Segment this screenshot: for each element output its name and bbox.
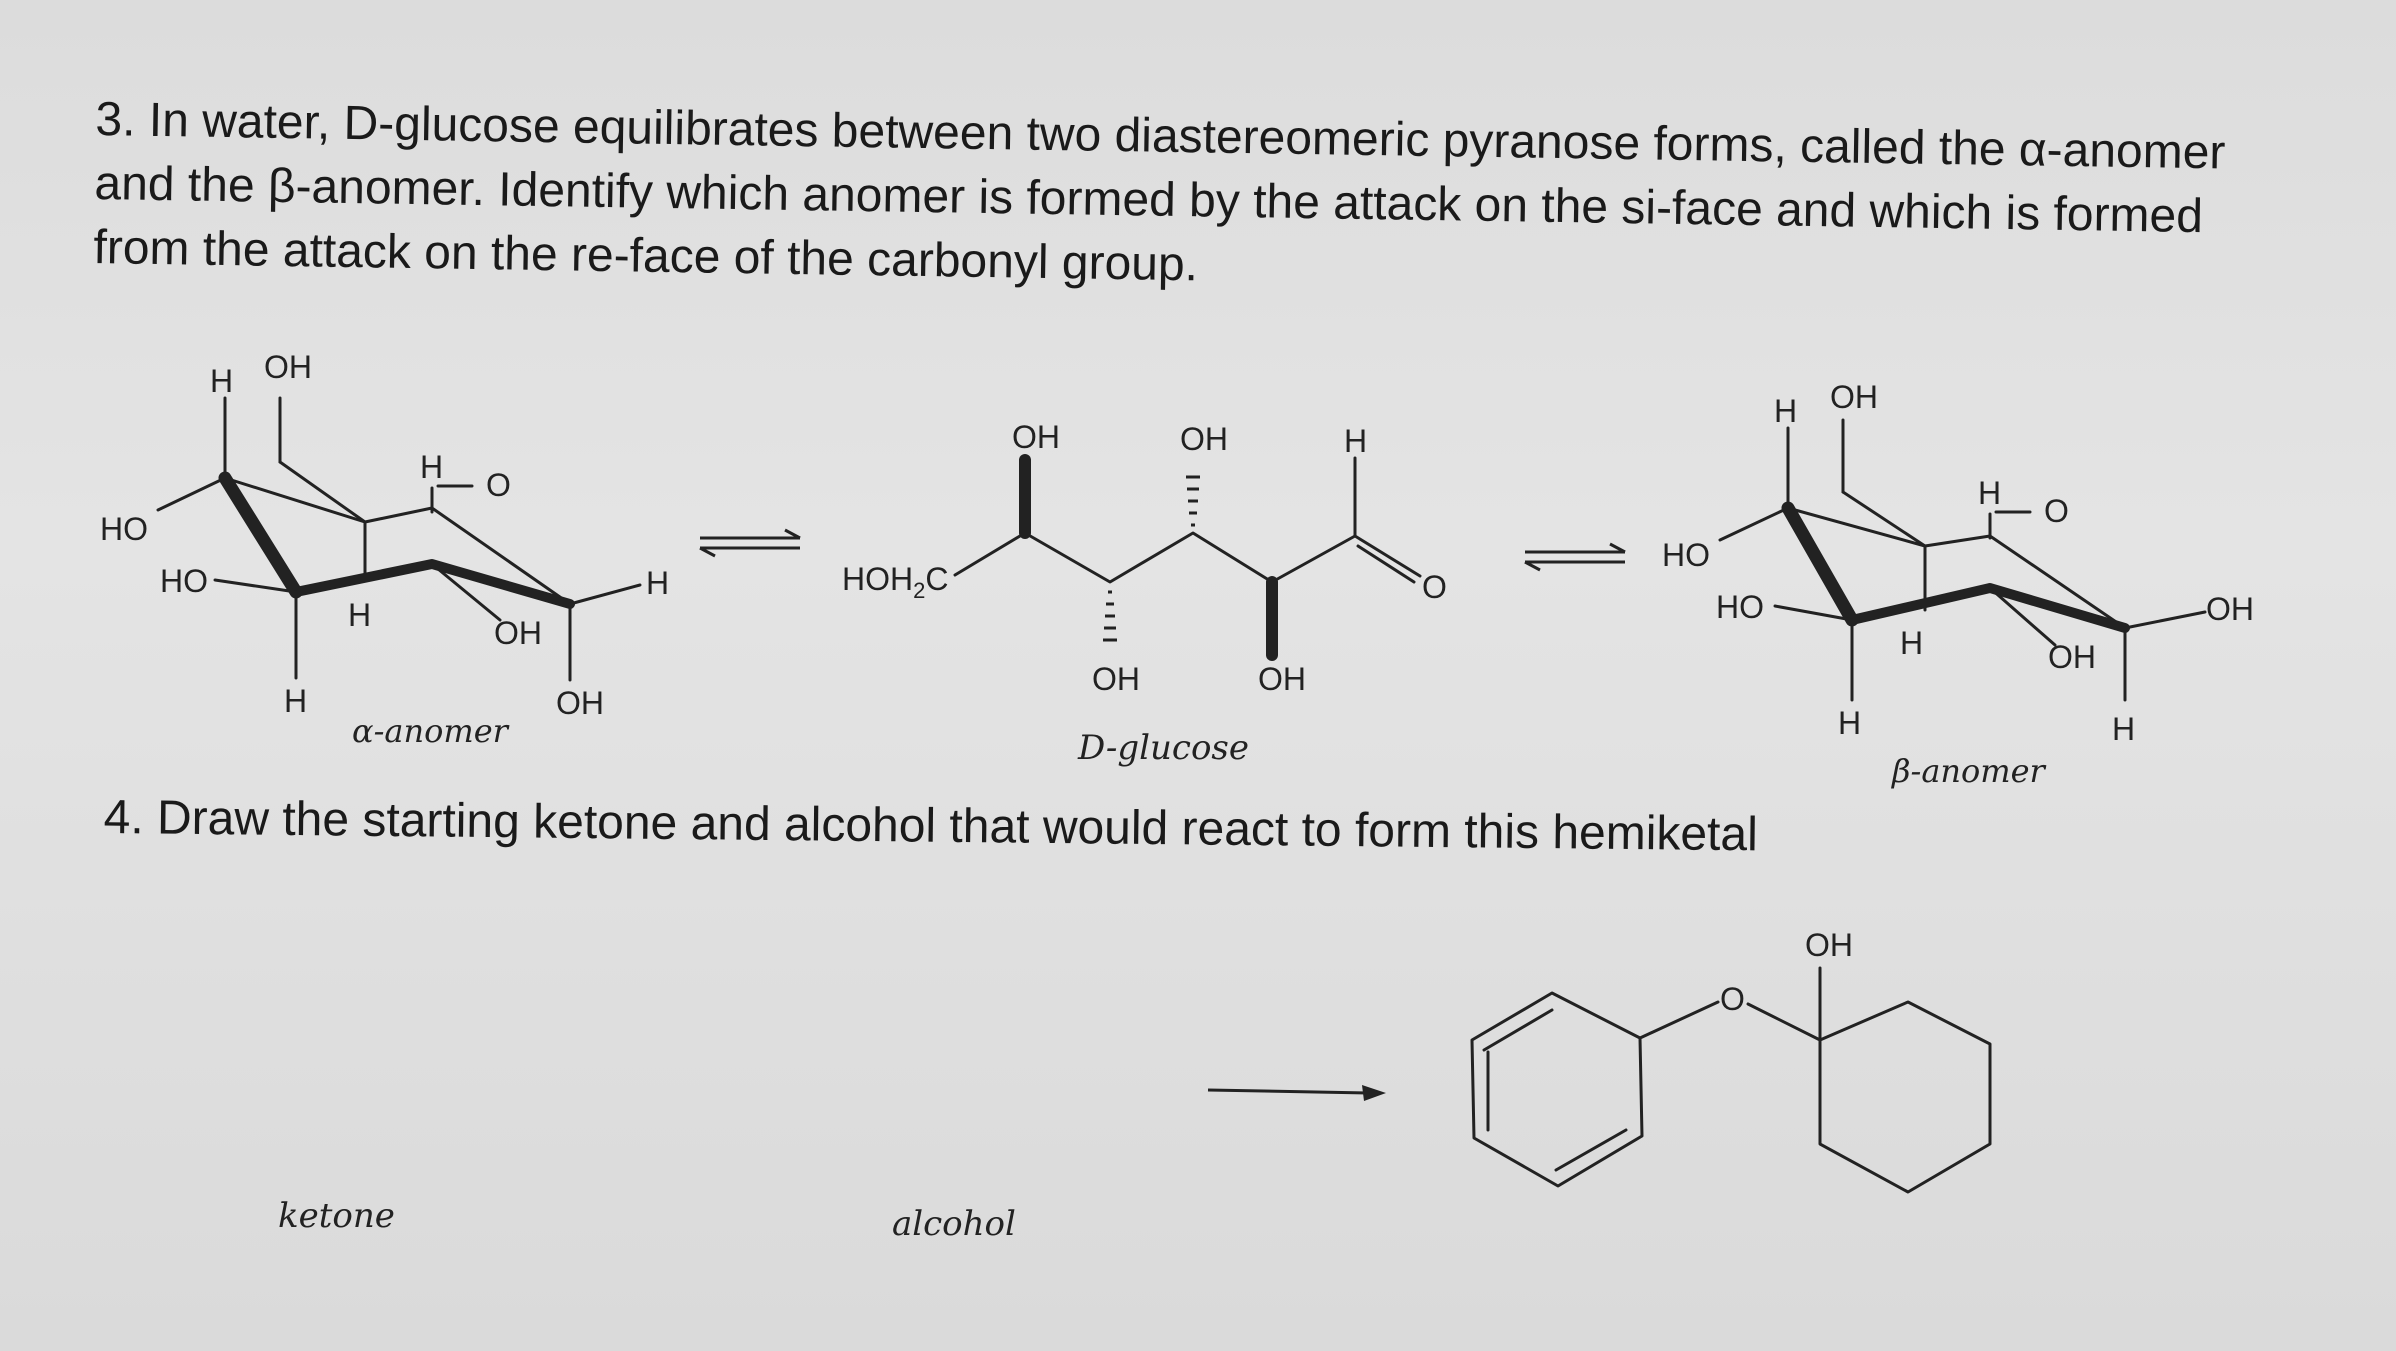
alpha-h-ring: H	[420, 449, 444, 485]
glucose-oh1: OH	[1012, 419, 1060, 455]
beta-h-ring: H	[1978, 475, 2002, 511]
beta-anomer-structure	[1720, 420, 2205, 700]
alpha-h-bottom: H	[284, 683, 308, 719]
alcohol-label: alcohol	[892, 1204, 1016, 1244]
question-4-text: 4. Draw the starting ketone and alcohol that would react to form this hemiketal	[103, 790, 1759, 862]
hemiketal-labels	[1720, 927, 1853, 1017]
equilibrium-arrow-right	[1525, 544, 1625, 570]
beta-ho-left: HO	[1662, 537, 1710, 573]
glucose-oh3: OH	[1092, 661, 1140, 697]
alpha-anomer-structure	[158, 398, 640, 680]
beta-h-bottom: H	[1838, 705, 1862, 741]
beta-oh-right: OH	[2206, 591, 2254, 627]
alpha-h-inner: H	[348, 597, 372, 633]
glucose-oh2: OH	[1180, 421, 1228, 457]
d-glucose-caption: D-glucose	[1078, 728, 1249, 768]
beta-h-top: H	[1774, 393, 1798, 429]
alpha-h-top: H	[210, 363, 234, 399]
alpha-ho-left: HO	[100, 511, 148, 547]
alpha-oh-top: OH	[264, 349, 312, 385]
glucose-o-ald: O	[1422, 569, 1447, 605]
beta-h-inner: H	[1900, 625, 1924, 661]
beta-o-ring: O	[2044, 493, 2069, 529]
beta-ho-mid: HO	[1716, 589, 1764, 625]
glucose-oh4: OH	[1258, 661, 1306, 697]
alpha-ho-mid: HO	[160, 563, 208, 599]
question-3-text: 3. In water, D-glucose equilibrates between two diastereomeric pyranose forms, called the α-anomer and the β-anomer. Identify which anomer is formed by the attack on the si-face and which is formed from the attack on the re-face of the carbonyl group.	[93, 92, 2226, 292]
glucose-hoh2c: $HOH_2C$	[842, 561, 949, 603]
glucose-h-ald: H	[1344, 423, 1368, 459]
equilibrium-arrow-left	[700, 530, 800, 556]
beta-oh-top: OH	[1830, 379, 1878, 415]
hemiketal-o: O	[1720, 981, 1745, 1017]
reaction-arrow	[1208, 1085, 1386, 1101]
alpha-h-right: H	[646, 565, 670, 601]
alpha-oh-bottom: OH	[556, 685, 604, 721]
alpha-anomer-labels	[100, 349, 669, 721]
beta-anomer-caption: β-anomer	[1892, 752, 2045, 790]
alpha-anomer-caption: α-anomer	[352, 712, 508, 750]
beta-h-right: H	[2112, 711, 2136, 747]
beta-anomer-labels	[1662, 379, 2254, 747]
alpha-o-ring: O	[486, 467, 511, 503]
hemiketal-oh: OH	[1805, 927, 1853, 963]
alpha-oh-inner: OH	[494, 615, 542, 651]
ketone-label: ketone	[278, 1196, 395, 1236]
beta-oh-inner: OH	[2048, 639, 2096, 675]
